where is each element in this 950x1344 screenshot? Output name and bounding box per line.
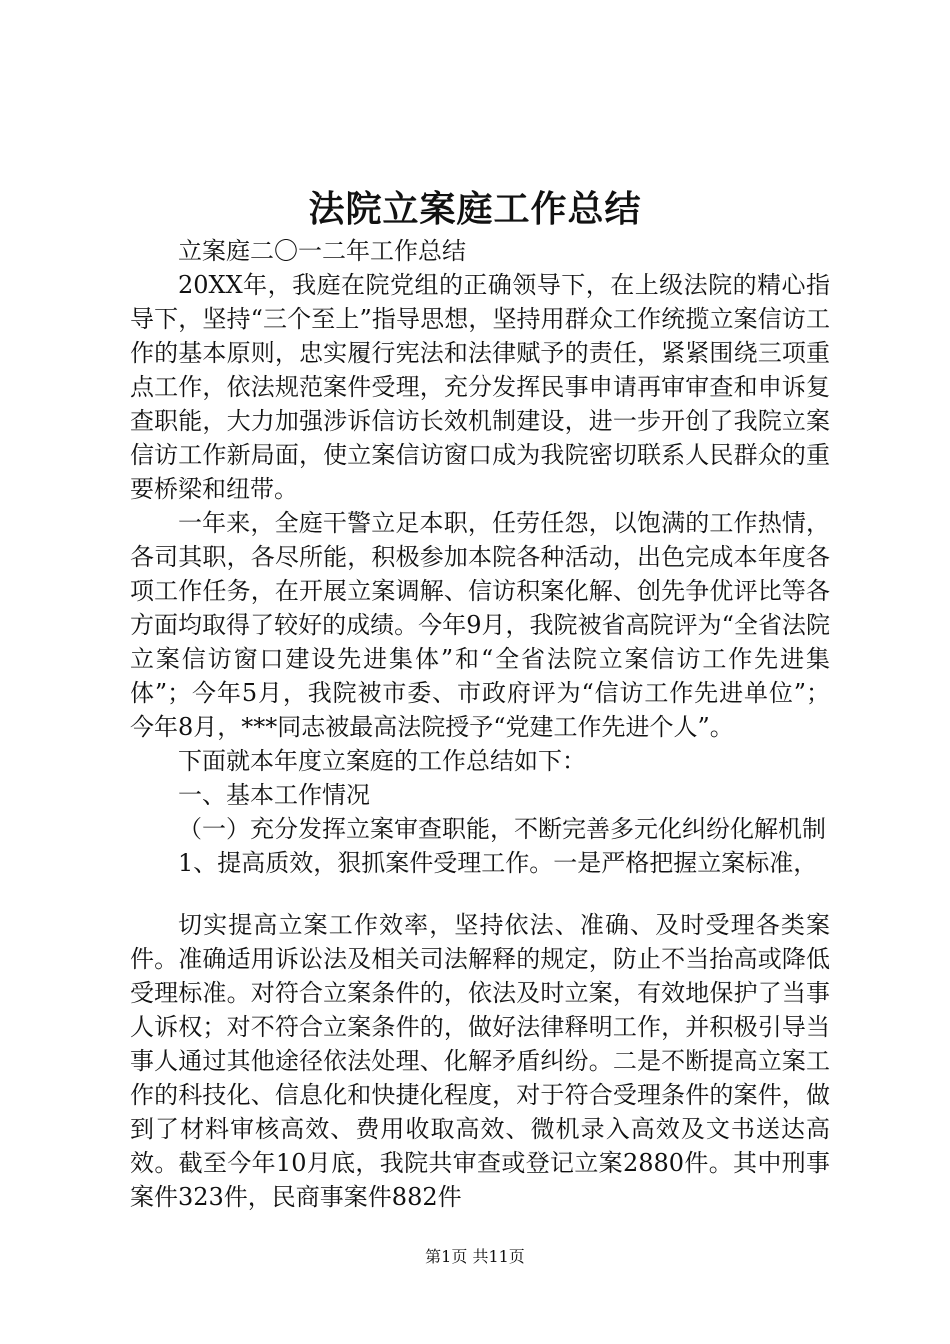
paragraph-subtitle: 立案庭二〇一二年工作总结 bbox=[178, 237, 466, 265]
subsection-heading-1: （一）充分发挥立案审查职能，不断完善多元化纠纷化解机制 bbox=[178, 815, 826, 843]
paragraph-summary-lead: 下面就本年度立案庭的工作总结如下： bbox=[178, 747, 586, 775]
body-text-top bbox=[130, 234, 830, 880]
document-title: 法院立案庭工作总结 bbox=[308, 188, 642, 230]
paragraph-achievements: 一年来，全庭干警立足本职，任劳任怨，以饱满的工作热情，各司其职，各尽所能，积极参加本院各种活动，出色完成本年度各项工作任务，在开展立案调解、信访积案化解、创先争优评比等各方面均取得了较好的成绩。今年9月，我院被省高院评为“全省法院立案信访窗口建设先进集体”和“全省法院立案信访工作先进集体”；今年5月，我院被市委、市政府评为“信访工作先进单位”；今年8月，***同志被最高法院授予“党建工作先进个人”。 bbox=[130, 509, 830, 741]
body-text-bottom bbox=[130, 908, 830, 1214]
paragraph-item-1: 1、提高质效，狠抓案件受理工作。一是严格把握立案标准， bbox=[178, 849, 818, 877]
page-number: 第1页 共11页 bbox=[425, 1247, 525, 1266]
section-heading-1: 一、基本工作情况 bbox=[178, 781, 370, 809]
paragraph-intro: 20XX年，我庭在院党组的正确领导下，在上级法院的精心指导下，坚持“三个至上”指导思想，坚持用群众工作统揽立案信访工作的基本原则，忠实履行宪法和法律赋予的责任，紧紧围绕三项重点工作，依法规范案件受理，充分发挥民事申请再审审查和申诉复查职能，大力加强涉诉信访长效机制建设，进一步开创了我院立案信访工作新局面，使立案信访窗口成为我院密切联系人民群众的重要桥梁和纽带。 bbox=[130, 271, 830, 503]
paragraph-item-1-continued: 切实提高立案工作效率，坚持依法、准确、及时受理各类案件。准确适用诉讼法及相关司法解释的规定，防止不当抬高或降低受理标准。对符合立案条件的，依法及时立案，有效地保护了当事人诉权；对不符合立案条件的，做好法律释明工作，并积极引导当事人通过其他途径依法处理、化解矛盾纠纷。二是不断提高立案工作的科技化、信息化和快捷化程度，对于符合受理条件的案件，做到了材料审核高效、费用收取高效、微机录入高效及文书送达高效。截至今年10月底，我院共审查或登记立案2880件。其中刑事案件323件，民商事案件882件 bbox=[130, 911, 830, 1211]
